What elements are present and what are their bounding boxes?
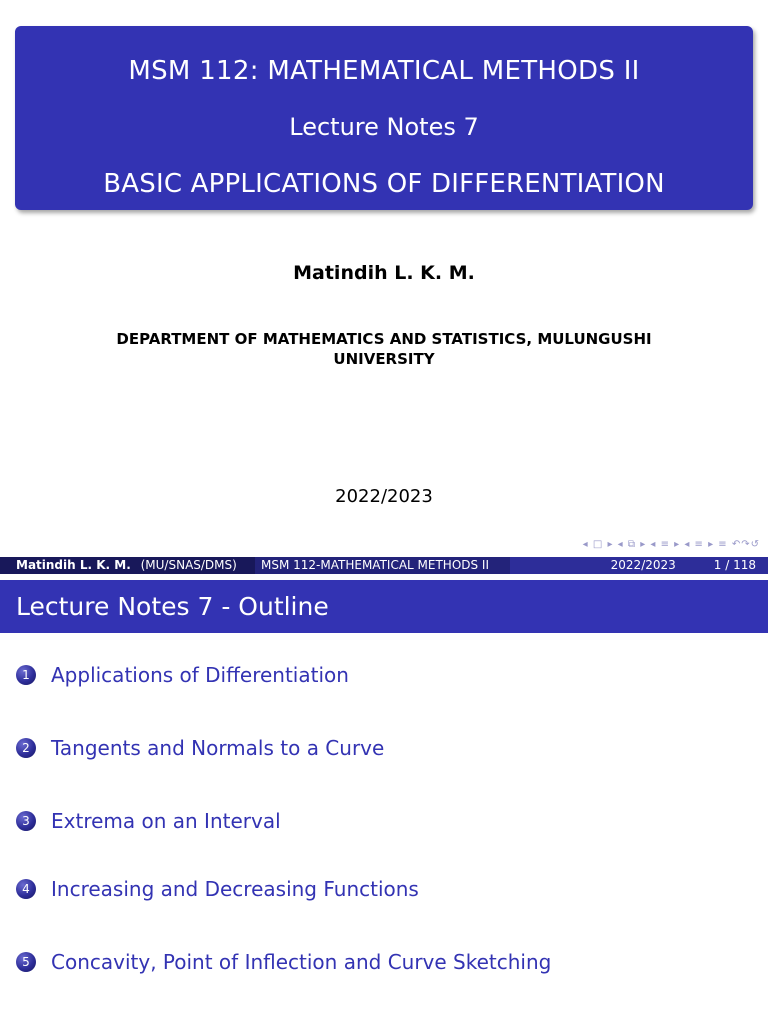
numbered-ball-icon: 4 [16, 879, 36, 899]
lecture-number: Lecture Notes 7 [289, 113, 479, 141]
academic-year: 2022/2023 [335, 486, 433, 507]
footer-author: Matindih L. K. M. [16, 558, 131, 572]
footer-author-section [0, 557, 255, 574]
outline-item-label[interactable]: Applications of Differentiation [51, 663, 349, 687]
outline-item-2[interactable] [16, 736, 384, 760]
outline-item-4[interactable] [16, 877, 419, 901]
outline-item-1[interactable] [16, 663, 349, 687]
lecture-topic: BASIC APPLICATIONS OF DIFFERENTIATION [103, 169, 665, 199]
department: DEPARTMENT OF MATHEMATICS AND STATISTICS, MULUNGUSHI UNIVERSITY [116, 330, 652, 368]
outline-item-3[interactable] [16, 809, 281, 833]
author-name: Matindih L. K. M. [293, 262, 475, 284]
course-title: MSM 112: MATHEMATICAL METHODS II [128, 56, 640, 86]
numbered-ball-icon: 2 [16, 738, 36, 758]
numbered-ball-icon: 1 [16, 665, 36, 685]
outline-item-5[interactable] [16, 950, 551, 974]
title-box [15, 26, 753, 210]
numbered-ball-icon: 5 [16, 952, 36, 972]
footer-date: 2022/2023 [610, 558, 676, 572]
outline-slide-title: Lecture Notes 7 - Outline [0, 580, 768, 633]
outline-item-label[interactable]: Tangents and Normals to a Curve [51, 736, 385, 760]
outline-item-label[interactable]: Concavity, Point of Inflection and Curve Sketching [51, 950, 552, 974]
outline-item-label[interactable]: Extrema on an Interval [51, 809, 281, 833]
outline-list [0, 633, 768, 1024]
footer-info-section [510, 557, 768, 574]
outline-item-label[interactable]: Increasing and Decreasing Functions [51, 877, 419, 901]
footer-course: MSM 112-MATHEMATICAL METHODS II [255, 557, 510, 574]
numbered-ball-icon: 3 [16, 811, 36, 831]
beamer-navigation-icon[interactable]: ◂ □ ▸ ◂ ⧉ ▸ ◂ ≡ ▸ ◂ ≡ ▸ ≡ ↶↷↺ [582, 539, 760, 550]
slide-footer [0, 557, 768, 574]
footer-page-number: 1 / 118 [713, 558, 756, 572]
footer-affiliation: (MU/SNAS/DMS) [140, 558, 237, 572]
